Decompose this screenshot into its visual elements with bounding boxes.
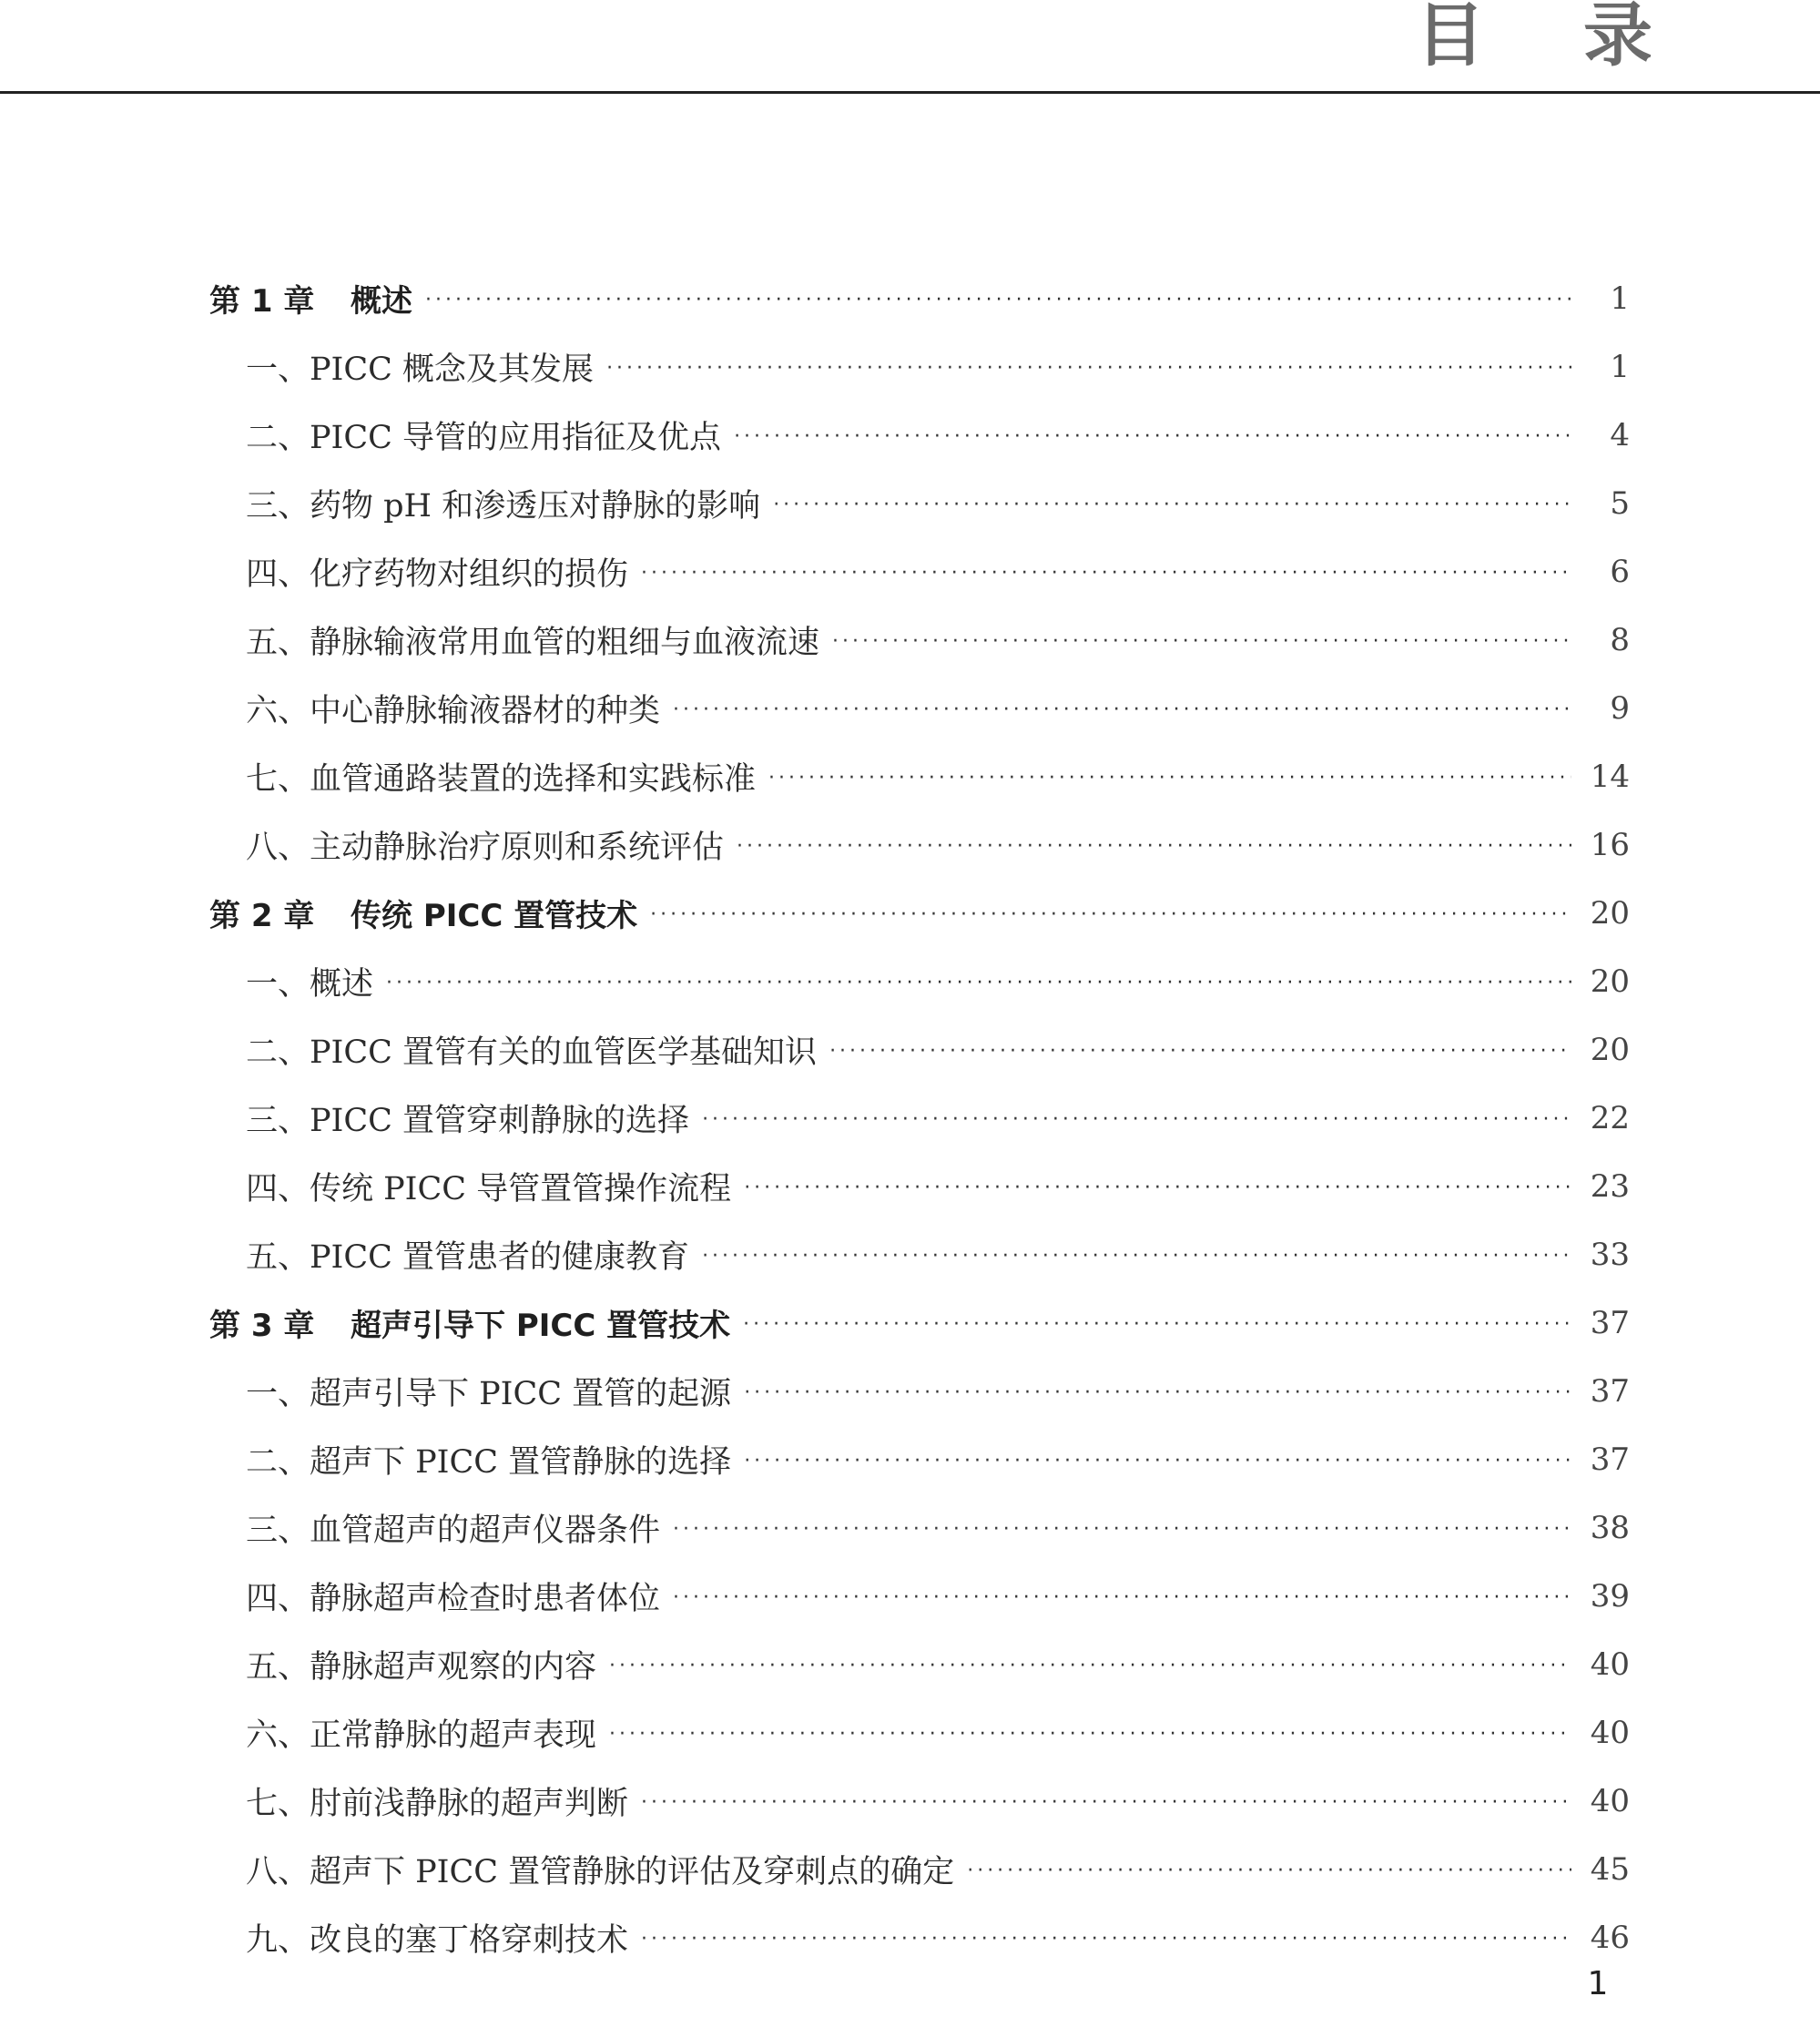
toc-section-entry[interactable] [209, 1084, 1630, 1152]
chapter-number: 第 1 章 [209, 283, 315, 320]
toc-section-entry[interactable] [209, 537, 1630, 606]
section-title: 五、静脉超声观察的内容 [246, 1648, 597, 1686]
section-title: 二、PICC 置管有关的血管医学基础知识 [246, 1034, 818, 1071]
toc-entry-label [246, 1778, 628, 1824]
toc-page-number: 5 [1610, 484, 1630, 522]
section-title: 一、PICC 概念及其发展 [246, 351, 595, 388]
toc-entry-label [246, 413, 721, 458]
toc-entry-label [246, 1710, 596, 1756]
toc-entry-label [246, 822, 724, 868]
table-of-contents [209, 264, 1630, 1971]
section-title: 二、PICC 导管的应用指征及优点 [246, 419, 722, 456]
toc-chapter-entry[interactable] [209, 1289, 1630, 1357]
toc-section-entry[interactable] [209, 1630, 1630, 1698]
chapter-title: 超声引导下 PICC 置管技术 [351, 1308, 731, 1344]
toc-page-number: 16 [1590, 826, 1630, 863]
toc-entry-label [246, 344, 594, 390]
dot-leader [673, 698, 1571, 721]
toc-section-entry[interactable] [209, 1698, 1630, 1767]
dot-leader [734, 425, 1571, 448]
toc-page-number: 39 [1590, 1577, 1630, 1615]
toc-entry-label [246, 1095, 689, 1141]
toc-section-entry[interactable] [209, 1903, 1630, 1971]
toc-section-entry[interactable] [209, 1152, 1630, 1220]
dot-leader [673, 1518, 1571, 1541]
toc-page-number: 23 [1590, 1167, 1630, 1205]
toc-section-entry[interactable] [209, 332, 1630, 401]
section-title: 八、主动静脉治疗原则和系统评估 [246, 829, 725, 866]
toc-section-entry[interactable] [209, 1562, 1630, 1630]
toc-page-number: 37 [1590, 1441, 1630, 1478]
toc-section-entry[interactable] [209, 810, 1630, 879]
toc-page-number: 33 [1590, 1236, 1630, 1273]
toc-entry-label [246, 549, 628, 595]
dot-leader [609, 1723, 1571, 1746]
toc-page-number: 45 [1590, 1850, 1630, 1888]
toc-page-number: 20 [1590, 1031, 1630, 1068]
chapter-number: 第 2 章 [209, 898, 315, 934]
page-title-char-2: 录 [1583, 0, 1652, 76]
dot-leader [744, 1177, 1571, 1199]
toc-entry-label [246, 1847, 954, 1892]
section-title: 三、PICC 置管穿刺静脉的选择 [246, 1102, 690, 1139]
section-title: 三、药物 pH 和渗透压对静脉的影响 [246, 487, 761, 525]
section-title: 四、化疗药物对组织的损伤 [246, 555, 629, 593]
toc-chapter-entry[interactable] [209, 879, 1630, 947]
dot-leader [768, 767, 1571, 789]
toc-page-number: 37 [1590, 1304, 1630, 1341]
toc-page-number: 22 [1590, 1099, 1630, 1136]
section-title: 五、PICC 置管患者的健康教育 [246, 1238, 690, 1276]
dot-leader [702, 1108, 1571, 1131]
section-title: 四、静脉超声检查时患者体位 [246, 1580, 661, 1617]
toc-entry-label [209, 891, 637, 935]
toc-page-number: 1 [1610, 280, 1630, 317]
toc-section-entry[interactable] [209, 947, 1630, 1015]
toc-entry-label [246, 1437, 731, 1482]
section-title: 一、超声引导下 PICC 置管的起源 [246, 1375, 732, 1412]
toc-entry-label [246, 1164, 731, 1209]
toc-page-number: 46 [1590, 1919, 1630, 1956]
toc-section-entry[interactable] [209, 1493, 1630, 1562]
dot-leader [744, 1450, 1571, 1472]
toc-page-number: 6 [1610, 553, 1630, 590]
toc-page-number: 8 [1610, 621, 1630, 658]
toc-page-number: 1 [1610, 348, 1630, 385]
toc-entry-label [209, 1300, 730, 1345]
toc-section-entry[interactable] [209, 1015, 1630, 1084]
chapter-title: 概述 [351, 283, 412, 320]
toc-entry-label [246, 1915, 628, 1961]
toc-page-number: 38 [1590, 1509, 1630, 1546]
dot-leader [641, 562, 1571, 585]
chapter-title: 传统 PICC 置管技术 [351, 898, 638, 934]
toc-page-number: 40 [1590, 1782, 1630, 1819]
dot-leader [641, 1791, 1571, 1814]
toc-page-number: 4 [1610, 416, 1630, 453]
section-title: 七、血管通路装置的选择和实践标准 [246, 760, 757, 798]
toc-section-entry[interactable] [209, 1220, 1630, 1289]
page-header [0, 0, 1820, 95]
toc-section-entry[interactable] [209, 1425, 1630, 1493]
toc-chapter-entry[interactable] [209, 264, 1630, 332]
dot-leader [737, 835, 1571, 858]
dot-leader [967, 1859, 1571, 1882]
toc-page-number: 14 [1590, 758, 1630, 795]
toc-entry-label [246, 481, 760, 526]
section-title: 八、超声下 PICC 置管静脉的评估及穿刺点的确定 [246, 1853, 955, 1890]
section-title: 七、肘前浅静脉的超声判断 [246, 1785, 629, 1822]
toc-entry-label [246, 617, 819, 663]
toc-page-number: 40 [1590, 1714, 1630, 1751]
chapter-number: 第 3 章 [209, 1308, 315, 1344]
toc-entry-label [246, 1027, 817, 1073]
dot-leader [650, 903, 1571, 926]
toc-entry-label [246, 1574, 660, 1619]
toc-entry-label [246, 754, 756, 800]
section-title: 二、超声下 PICC 置管静脉的选择 [246, 1443, 732, 1481]
toc-page-number: 20 [1590, 894, 1630, 932]
dot-leader [641, 1928, 1571, 1951]
dot-leader [425, 289, 1571, 311]
page-number: 1 [1587, 1965, 1609, 2002]
toc-section-entry[interactable] [209, 674, 1630, 742]
header-divider [0, 91, 1820, 94]
section-title: 六、中心静脉输液器材的种类 [246, 692, 661, 729]
toc-section-entry[interactable] [209, 1835, 1630, 1903]
section-title: 三、血管超声的超声仪器条件 [246, 1512, 661, 1549]
section-title: 五、静脉输液常用血管的粗细与血液流速 [246, 624, 820, 661]
dot-leader [829, 1040, 1571, 1063]
toc-entry-label [246, 959, 373, 1004]
dot-leader [386, 972, 1571, 994]
section-title: 一、概述 [246, 965, 374, 1003]
toc-page-number: 20 [1590, 963, 1630, 1000]
toc-entry-label [246, 1505, 660, 1551]
toc-section-entry[interactable] [209, 401, 1630, 469]
dot-leader [743, 1313, 1571, 1336]
toc-entry-label [246, 1232, 689, 1278]
toc-section-entry[interactable] [209, 1357, 1630, 1425]
section-title: 六、正常静脉的超声表现 [246, 1716, 597, 1754]
toc-page-number: 40 [1590, 1645, 1630, 1683]
dot-leader [609, 1655, 1571, 1677]
toc-entry-label [246, 1642, 596, 1687]
section-title: 四、传统 PICC 导管置管操作流程 [246, 1170, 732, 1207]
page-title [1416, 0, 1652, 76]
toc-page-number: 37 [1590, 1372, 1630, 1410]
toc-entry-label [246, 1369, 731, 1414]
dot-leader [702, 1245, 1571, 1268]
dot-leader [673, 1586, 1571, 1609]
dot-leader [832, 630, 1571, 653]
toc-section-entry[interactable] [209, 1767, 1630, 1835]
toc-page-number: 9 [1610, 689, 1630, 727]
dot-leader [606, 357, 1571, 380]
dot-leader [744, 1381, 1571, 1404]
dot-leader [773, 494, 1571, 516]
toc-section-entry[interactable] [209, 606, 1630, 674]
toc-entry-label [246, 686, 660, 731]
page-title-char-1: 目 [1416, 0, 1485, 76]
toc-section-entry[interactable] [209, 742, 1630, 810]
section-title: 九、改良的塞丁格穿刺技术 [246, 1921, 629, 1959]
toc-section-entry[interactable] [209, 469, 1630, 537]
toc-entry-label [209, 276, 412, 321]
